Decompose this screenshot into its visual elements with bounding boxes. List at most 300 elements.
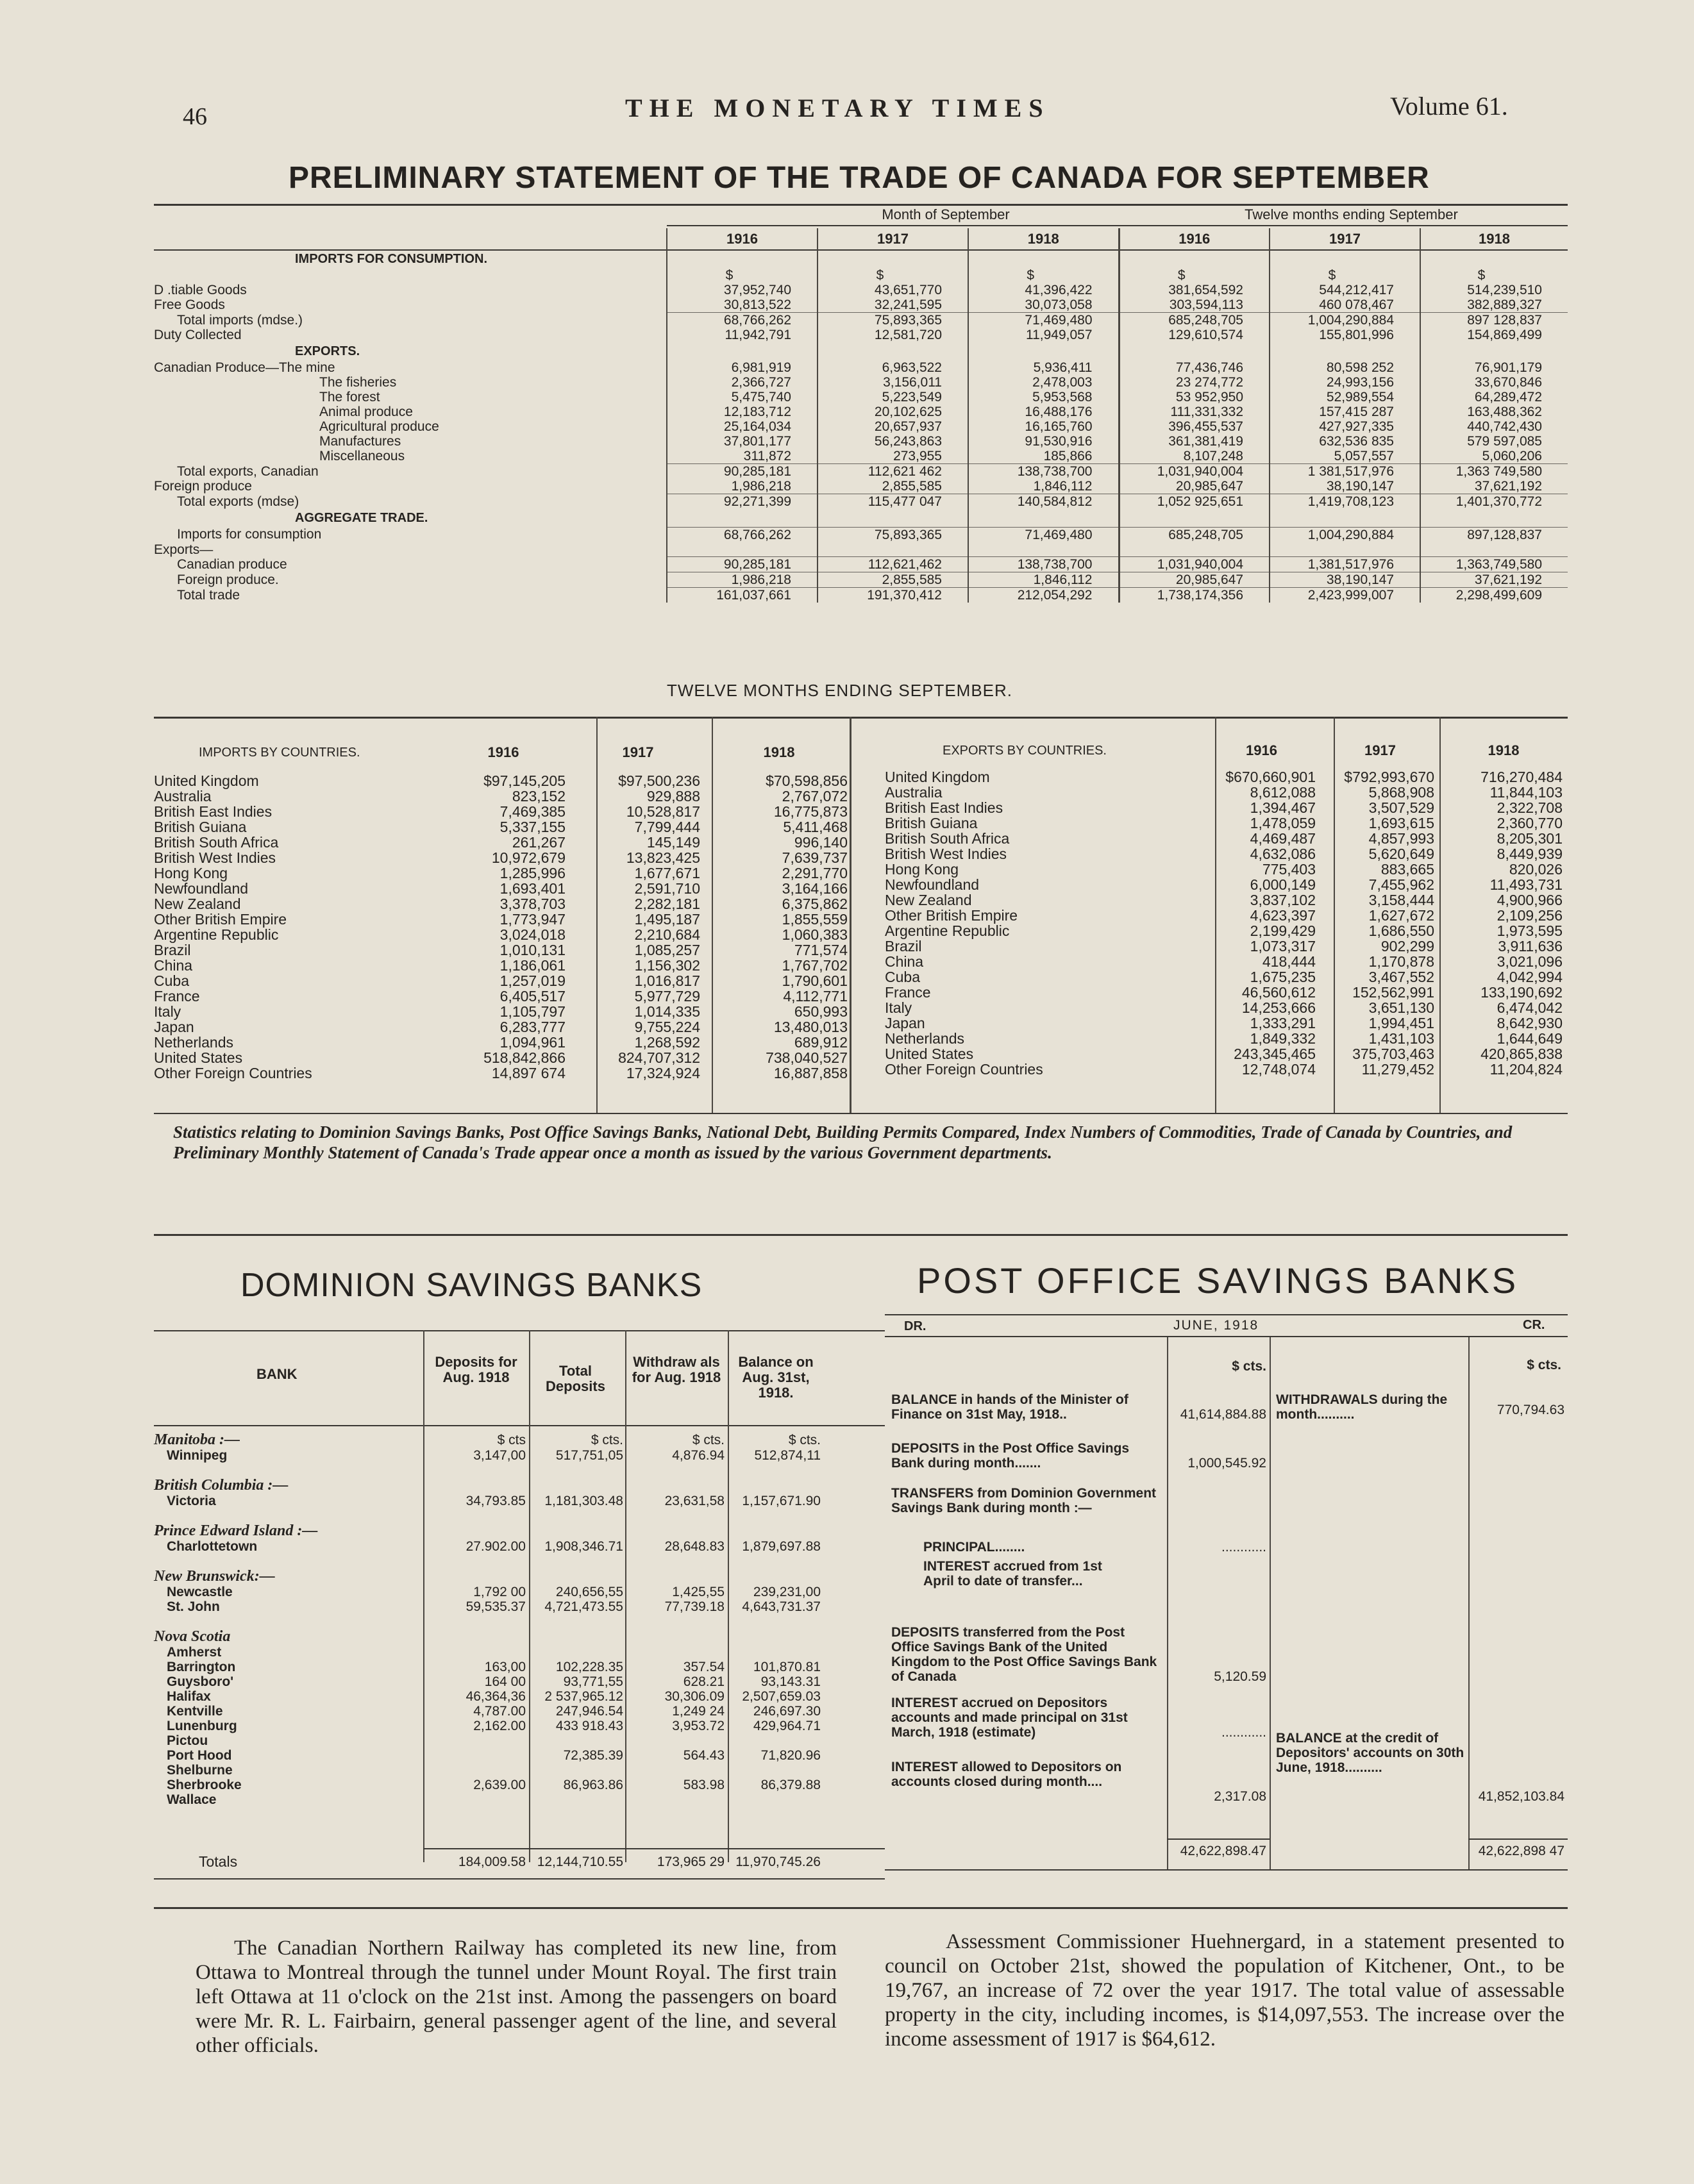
page-number: 46 — [183, 103, 207, 130]
row-value: 90,285,181 — [667, 557, 818, 572]
credit-total: 42,622,898 47 — [1478, 1844, 1564, 1858]
totals-label: Totals — [199, 1853, 238, 1870]
row-value: 111,331,332 — [1119, 404, 1270, 419]
branch-name: Port Hood — [167, 1748, 232, 1763]
country-row — [885, 785, 1568, 800]
row-value: 1 381,517,976 — [1270, 464, 1420, 479]
country-name: British South Africa — [885, 829, 1010, 847]
country-name: Hong Kong — [885, 860, 959, 878]
country-value: 14,253,666 — [1241, 999, 1316, 1016]
row-value: $ — [968, 268, 1119, 283]
year-header: 1917 — [622, 744, 654, 760]
country-name: United Kingdom — [154, 772, 259, 789]
country-row — [154, 1050, 853, 1065]
country-row — [154, 973, 853, 988]
row-label: Total exports (mdse) — [177, 494, 299, 509]
branch-value: 247,946.54 — [555, 1704, 623, 1719]
row-value: 2,298,499,609 — [1420, 588, 1568, 603]
country-value: 1,010,131 — [499, 941, 566, 958]
statement-row — [154, 557, 1568, 572]
row-value: 460 078,467 — [1270, 297, 1420, 313]
statement-row — [154, 588, 1568, 603]
row-value — [1270, 509, 1420, 527]
branch-value: 86,379.88 — [760, 1778, 821, 1792]
country-value: 689,912 — [794, 1033, 848, 1051]
country-row — [154, 773, 853, 788]
country-value: 1,094,961 — [499, 1033, 566, 1051]
row-value: 1,004,290,884 — [1270, 527, 1420, 542]
statistics-note: Statistics relating to Dominion Savings Banks, Post Office Savings Banks, National Debt, Building Permits Compared, Index Numbers of Commodities, Trade of Canada by Countries, and Preliminary Monthly Statement of Canada's Trade appear once a month as issued by the various Government departments. — [173, 1122, 1513, 1162]
country-name: France — [154, 987, 200, 1004]
row-value: 38,190,147 — [1270, 479, 1420, 494]
unit-label: $ cts. — [788, 1433, 821, 1447]
country-value: 8,642,930 — [1497, 1014, 1563, 1031]
row-value — [1119, 342, 1270, 360]
row-value: 20,985,647 — [1119, 479, 1270, 494]
row-value: 112,621,462 — [818, 557, 968, 572]
country-value: 1,085,257 — [634, 941, 700, 958]
branch-name: Victoria — [167, 1494, 216, 1508]
country-row — [154, 988, 853, 1004]
year-header: 1917 — [818, 228, 968, 250]
row-value — [818, 509, 968, 527]
country-value: 2,291,770 — [782, 864, 848, 881]
row-value: 396,455,537 — [1119, 419, 1270, 434]
country-row — [885, 1000, 1568, 1015]
branch-name: Guysboro' — [167, 1674, 234, 1689]
country-value: 1,186,061 — [499, 956, 566, 974]
country-name: United Kingdom — [885, 768, 990, 785]
country-value: 2,360,770 — [1497, 814, 1563, 831]
debit-item-text: INTEREST allowed to Depositors on accounts closed during month.... — [891, 1760, 1122, 1789]
row-label: Canadian produce — [177, 557, 287, 572]
row-value: 5,475,740 — [667, 390, 818, 404]
row-value: 1,419,708,123 — [1270, 494, 1420, 510]
country-name: Italy — [885, 999, 912, 1016]
total-deposits-aug: 184,009.58 — [458, 1855, 526, 1869]
country-value: 1,686,550 — [1368, 922, 1434, 939]
row-label: AGGREGATE TRADE. — [295, 510, 428, 525]
country-value: $792,993,670 — [1344, 768, 1434, 785]
country-row — [154, 835, 853, 850]
row-label: The fisheries — [319, 375, 397, 390]
row-value: 155,801,996 — [1270, 328, 1420, 342]
country-value: 1,790,601 — [782, 972, 848, 989]
branch-value: 93,143.31 — [760, 1674, 821, 1689]
row-value: 1,031,940,004 — [1119, 464, 1270, 479]
country-row — [154, 958, 853, 973]
country-value: 4,857,993 — [1368, 829, 1434, 847]
country-value: 10,972,679 — [491, 849, 566, 866]
country-value: 1,675,235 — [1250, 968, 1316, 985]
country-value: 650,993 — [794, 1003, 848, 1020]
article-railway: The Canadian Northern Railway has completed its new line, from Ottawa to Montreal through the tunnel under Mount Royal. The first train left Ottawa at 11 o'clock on the 21st inst. Among the passengers on board were Mr. R. L. Fairbairn, general passenger agent of the line, and several other officials. — [196, 1937, 837, 2057]
branch-value: 1,249 24 — [672, 1704, 725, 1719]
country-row — [885, 862, 1568, 877]
row-value: 33,670,846 — [1420, 375, 1568, 390]
country-name: United States — [154, 1049, 243, 1066]
country-value: 5,977,729 — [634, 987, 700, 1004]
country-name: Cuba — [154, 972, 189, 989]
country-name: British East Indies — [885, 799, 1003, 816]
credit-item-text: WITHDRAWALS during the month.......... — [1276, 1392, 1448, 1422]
row-value: 273,955 — [818, 449, 968, 464]
branch-name: Amherst — [167, 1645, 222, 1660]
credit-item-value: 41,852,103.84 — [1478, 1789, 1564, 1804]
country-value: 7,469,385 — [499, 803, 566, 820]
row-value: 5,057,557 — [1270, 449, 1420, 464]
country-value: 1,268,592 — [634, 1033, 700, 1051]
row-value: 32,241,595 — [818, 297, 968, 313]
row-value — [818, 250, 968, 268]
statement-row — [154, 434, 1568, 449]
article-kitchener: Assessment Commissioner Huehnergard, in a statement presented to council on October 21st, showed the population of Kitchener, Ont., to be 19,767, an increase of 72 over the year 1917. The total value of assessable property in the city, including incomes, is $14,097,553. The increase over the income assessment of 1917 is $64,612. — [885, 1930, 1564, 2051]
country-value: $670,660,901 — [1225, 768, 1316, 785]
country-value: 1,333,291 — [1250, 1014, 1316, 1031]
row-value: 1,004,290,884 — [1270, 313, 1420, 328]
row-value — [667, 250, 818, 268]
province-label: Manitoba :— — [154, 1431, 240, 1448]
country-row — [154, 881, 853, 896]
country-name: China — [885, 953, 924, 970]
imports-heading: IMPORTS BY COUNTRIES. — [199, 745, 360, 760]
row-value: 77,436,746 — [1119, 360, 1270, 375]
row-value — [1420, 509, 1568, 527]
branch-value: 4,787.00 — [473, 1704, 526, 1719]
branch-value: 2,507,659.03 — [742, 1689, 821, 1704]
row-value: 1,052 925,651 — [1119, 494, 1270, 510]
branch-value: 512,874,11 — [754, 1448, 821, 1463]
row-value: 37,952,740 — [667, 283, 818, 297]
country-name: British West Indies — [154, 849, 276, 866]
country-value: 6,000,149 — [1250, 876, 1316, 893]
row-value: 12,581,720 — [818, 328, 968, 342]
debit-item-text: PRINCIPAL........ — [923, 1540, 1025, 1555]
country-row — [885, 815, 1568, 831]
country-value: 152,562,991 — [1352, 983, 1434, 1001]
country-value: $97,145,205 — [483, 772, 566, 789]
row-value — [1270, 542, 1420, 557]
country-row — [885, 892, 1568, 908]
debit-item-value: ............ — [1221, 1725, 1266, 1740]
row-value: 76,901,179 — [1420, 360, 1568, 375]
country-value: 420,865,838 — [1480, 1045, 1563, 1062]
branch-value: 77,739.18 — [664, 1599, 725, 1614]
statement-row — [154, 328, 1568, 342]
branch-name: Charlottetown — [167, 1539, 258, 1554]
total-balance: 11,970,745.26 — [735, 1855, 821, 1869]
row-value: 25,164,034 — [667, 419, 818, 434]
statement-row — [154, 419, 1568, 434]
dominion-title: DOMINION SAVINGS BANKS — [240, 1267, 703, 1304]
statement-row — [154, 572, 1568, 588]
branch-value: 1,879,697.88 — [742, 1539, 821, 1554]
country-row — [885, 908, 1568, 923]
country-name: Argentine Republic — [154, 926, 279, 943]
country-value: 4,900,966 — [1497, 891, 1563, 908]
branch-value: 4,721,473.55 — [544, 1599, 623, 1614]
province-label: British Columbia :— — [154, 1477, 289, 1494]
branch-value: 583.98 — [683, 1778, 725, 1792]
country-value: 8,205,301 — [1497, 829, 1563, 847]
country-row — [154, 819, 853, 835]
country-value: 1,394,467 — [1250, 799, 1316, 816]
country-row — [885, 969, 1568, 985]
country-row — [885, 1015, 1568, 1031]
row-value: 140,584,812 — [968, 494, 1119, 510]
branch-value: 239,231,00 — [753, 1585, 821, 1599]
row-value: 361,381,419 — [1119, 434, 1270, 449]
country-value: 11,204,824 — [1489, 1060, 1563, 1078]
country-name: Newfoundland — [154, 879, 249, 897]
branch-name: Kentville — [167, 1704, 223, 1719]
country-value: 6,474,042 — [1497, 999, 1563, 1016]
exports-heading: EXPORTS BY COUNTRIES. — [943, 743, 1107, 758]
country-name: Brazil — [885, 937, 922, 954]
unit-label: $ cts. — [692, 1433, 725, 1447]
row-value — [1119, 509, 1270, 527]
debit-item-text: INTEREST accrued on Depositors accounts and made principal on 31st March, 1918 (estimate) — [891, 1696, 1128, 1740]
country-value: 1,693,615 — [1368, 814, 1434, 831]
row-value — [1270, 250, 1420, 268]
row-value: 1,846,112 — [968, 479, 1119, 494]
country-name: Other British Empire — [885, 906, 1018, 924]
row-value — [1420, 342, 1568, 360]
country-row — [154, 850, 853, 865]
col-balance: Balance on Aug. 31st, 1918. — [738, 1354, 814, 1401]
country-value: 1,627,672 — [1368, 906, 1434, 924]
row-value: 16,488,176 — [968, 404, 1119, 419]
country-row — [154, 927, 853, 942]
country-value: 11,844,103 — [1489, 783, 1563, 801]
row-value: 16,165,760 — [968, 419, 1119, 434]
country-value: 820,026 — [1509, 860, 1563, 878]
branch-value: 433 918.43 — [555, 1719, 623, 1733]
country-value: 3,158,444 — [1368, 891, 1434, 908]
country-name: Italy — [154, 1003, 181, 1020]
row-value: 71,469,480 — [968, 527, 1119, 542]
row-value — [667, 509, 818, 527]
countries-section — [154, 717, 1568, 1114]
branch-value: 46,364,36 — [465, 1689, 526, 1704]
year-header: 1916 — [667, 228, 818, 250]
row-value: 161,037,661 — [667, 588, 818, 603]
countries-title: TWELVE MONTHS ENDING SEPTEMBER. — [667, 681, 1013, 700]
country-name: United States — [885, 1045, 974, 1062]
row-label: Foreign produce. — [177, 572, 279, 587]
country-value: 3,651,130 — [1368, 999, 1434, 1016]
post-office-title: POST OFFICE SAVINGS BANKS — [917, 1260, 1519, 1301]
year-header: 1918 — [1420, 228, 1568, 250]
col-deposits: Deposits for Aug. 1918 — [435, 1354, 517, 1385]
country-value: 3,507,529 — [1368, 799, 1434, 816]
year-header: 1917 — [1270, 228, 1420, 250]
row-value: 6,963,522 — [818, 360, 968, 375]
country-value: 738,040,527 — [766, 1049, 848, 1066]
country-name: Japan — [885, 1014, 925, 1031]
country-value: 1,849,332 — [1250, 1029, 1316, 1047]
country-value: 13,480,013 — [773, 1018, 848, 1035]
date-label: JUNE, 1918 — [1173, 1318, 1259, 1333]
branch-value: 102,228.35 — [555, 1660, 623, 1674]
year-header: 1918 — [763, 744, 795, 760]
country-row — [154, 804, 853, 819]
statement-row — [154, 313, 1568, 328]
unit-label: $ cts. — [591, 1433, 623, 1447]
country-value: 418,444 — [1262, 953, 1316, 970]
row-value: 138,738,700 — [968, 464, 1119, 479]
row-value — [1420, 250, 1568, 268]
country-row — [885, 923, 1568, 938]
branch-name: Wallace — [167, 1792, 217, 1807]
debit-item-value: 1,000,545.92 — [1187, 1456, 1266, 1471]
row-label: Exports— — [154, 542, 214, 557]
country-value: 145,149 — [646, 833, 700, 851]
country-value: 1,105,797 — [499, 1003, 566, 1020]
row-value — [1119, 250, 1270, 268]
country-name: Netherlands — [154, 1033, 234, 1051]
dominion-savings-table — [154, 1330, 885, 1888]
branch-name: Shelburne — [167, 1763, 233, 1778]
country-row — [154, 912, 853, 927]
country-value: 1,073,317 — [1250, 937, 1316, 954]
country-value: 2,591,710 — [634, 879, 700, 897]
row-label: Total exports, Canadian — [177, 463, 319, 479]
country-value: 1,693,401 — [499, 879, 566, 897]
debit-item-text: BALANCE in hands of the Minister of Finance on 31st May, 1918.. — [891, 1392, 1128, 1422]
country-value: 243,345,465 — [1234, 1045, 1316, 1062]
row-value: 1,986,218 — [667, 479, 818, 494]
row-value: 2,855,585 — [818, 479, 968, 494]
country-value: 4,632,086 — [1250, 845, 1316, 862]
statement-row — [154, 449, 1568, 464]
row-value: 30,813,522 — [667, 297, 818, 313]
branch-value: 517,751,05 — [555, 1448, 623, 1463]
row-value: 2,855,585 — [818, 572, 968, 588]
row-value: 382,889,327 — [1420, 297, 1568, 313]
country-value: 8,449,939 — [1497, 845, 1563, 862]
year-header: 1918 — [1488, 742, 1520, 758]
row-value: 2,366,727 — [667, 375, 818, 390]
branch-value: 2,639.00 — [473, 1778, 526, 1792]
country-row — [154, 788, 853, 804]
branch-value: 1,908,346.71 — [544, 1539, 623, 1554]
row-value: 53 952,950 — [1119, 390, 1270, 404]
row-value: 92,271,399 — [667, 494, 818, 510]
country-name: China — [154, 956, 193, 974]
country-value: 1,773,947 — [499, 910, 566, 928]
branch-value: 28,648.83 — [664, 1539, 725, 1554]
row-value: 5,223,549 — [818, 390, 968, 404]
country-value: 7,799,444 — [634, 818, 700, 835]
statement-row — [154, 360, 1568, 375]
country-name: France — [885, 983, 931, 1001]
row-label: Total imports (mdse.) — [177, 312, 303, 328]
row-value: 1,363,749,580 — [1420, 557, 1568, 572]
country-value: 3,378,703 — [499, 895, 566, 912]
country-value: 4,042,994 — [1497, 968, 1563, 985]
row-value: 38,190,147 — [1270, 572, 1420, 588]
branch-value: 23,631,58 — [664, 1494, 725, 1508]
row-value: 191,370,412 — [818, 588, 968, 603]
row-value: 1,846,112 — [968, 572, 1119, 588]
country-value: 1,767,702 — [782, 956, 848, 974]
branch-value: 101,870.81 — [753, 1660, 821, 1674]
country-value: 1,285,996 — [499, 864, 566, 881]
row-value: 1,401,370,772 — [1420, 494, 1568, 510]
row-value: 30,073,058 — [968, 297, 1119, 313]
row-value: 43,651,770 — [818, 283, 968, 297]
row-value: 90,285,181 — [667, 464, 818, 479]
row-label: Agricultural produce — [319, 419, 439, 434]
country-value: 1,478,059 — [1250, 814, 1316, 831]
country-value: 11,279,452 — [1361, 1060, 1434, 1078]
row-value: 91,530,916 — [968, 434, 1119, 449]
country-value: 5,411,468 — [783, 818, 848, 835]
row-value: 37,801,177 — [667, 434, 818, 449]
country-value: 7,639,737 — [782, 849, 848, 866]
country-row — [885, 985, 1568, 1000]
branch-name: Lunenburg — [167, 1719, 237, 1733]
row-value: 115,477 047 — [818, 494, 968, 510]
row-value: 11,949,057 — [968, 328, 1119, 342]
statement-row — [154, 404, 1568, 419]
branch-value: 246,697.30 — [753, 1704, 821, 1719]
row-value: 1,381,517,976 — [1270, 557, 1420, 572]
country-row — [154, 942, 853, 958]
country-value: 2,109,256 — [1497, 906, 1563, 924]
row-value — [1270, 342, 1420, 360]
group-twelve: Twelve months ending September — [1245, 206, 1458, 222]
statement-row — [154, 375, 1568, 390]
row-value: $ — [667, 268, 818, 283]
country-value: 133,190,692 — [1480, 983, 1563, 1001]
country-value: 12,748,074 — [1241, 1060, 1316, 1078]
country-row — [885, 769, 1568, 785]
country-value: 1,677,671 — [634, 864, 700, 881]
country-value: 9,755,224 — [634, 1018, 700, 1035]
country-value: 16,887,858 — [773, 1064, 848, 1081]
country-row — [885, 800, 1568, 815]
branch-value: 3,953.72 — [672, 1719, 725, 1733]
dr-label: DR. — [904, 1319, 927, 1333]
country-value: 3,467,552 — [1368, 968, 1434, 985]
row-value: 427,927,335 — [1270, 419, 1420, 434]
country-row — [885, 831, 1568, 846]
country-value: 1,170,878 — [1368, 953, 1434, 970]
country-value: 2,199,429 — [1250, 922, 1316, 939]
branch-value: 30,306.09 — [664, 1689, 725, 1704]
row-value — [667, 542, 818, 557]
debit-item-value: ............ — [1221, 1540, 1266, 1555]
country-value: 883,665 — [1380, 860, 1434, 878]
country-value: 3,021,096 — [1497, 953, 1563, 970]
row-value: 303,594,113 — [1119, 297, 1270, 313]
row-label: Imports for consumption — [177, 527, 322, 542]
country-row — [885, 1031, 1568, 1046]
country-value: 6,405,517 — [499, 987, 566, 1004]
province-label: Nova Scotia — [154, 1628, 231, 1645]
country-name: British South Africa — [154, 833, 279, 851]
country-name: Japan — [154, 1018, 194, 1035]
units-left: $ cts. — [1232, 1359, 1266, 1374]
country-name: Brazil — [154, 941, 191, 958]
row-value: 24,993,156 — [1270, 375, 1420, 390]
row-value — [968, 509, 1119, 527]
row-value: 71,469,480 — [968, 313, 1119, 328]
row-value: 112,621 462 — [818, 464, 968, 479]
row-value — [1119, 542, 1270, 557]
